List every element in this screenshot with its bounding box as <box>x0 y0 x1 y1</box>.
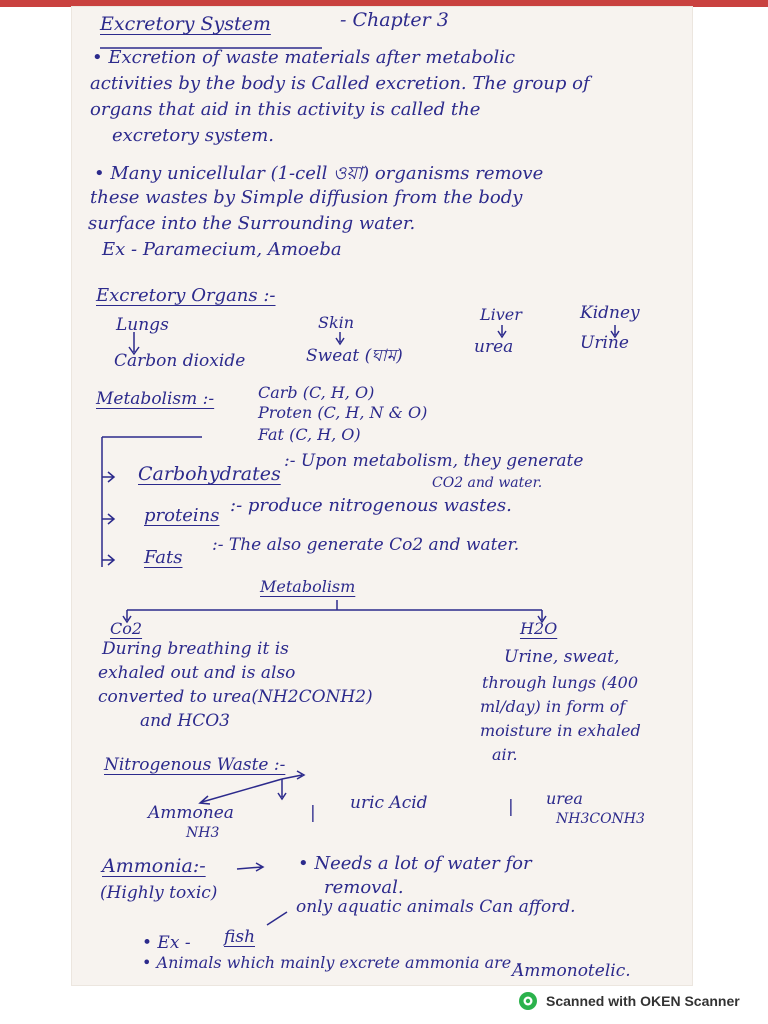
h2o-line-5: air. <box>492 745 518 764</box>
nitrogenous-uric: uric Acid <box>350 793 428 813</box>
nitrogenous-ammonia: Ammonea <box>148 803 234 823</box>
scanner-watermark <box>518 990 740 1012</box>
nitrogenous-sep-2: | <box>508 797 514 817</box>
proteins-label: proteins <box>144 505 220 526</box>
ammonia-point-1b: removal. <box>324 877 404 898</box>
ammonia-example-prefix: • Ex - <box>142 933 191 953</box>
oken-logo-icon <box>518 991 538 1011</box>
organ-skin-product: Sweat (ঘাম) <box>306 346 403 366</box>
page-title: Excretory System <box>100 13 271 35</box>
ammonia-point-2: only aquatic animals Can afford. <box>296 897 576 917</box>
ammonia-last-2: Ammonotelic. <box>512 961 631 981</box>
nitrogenous-urea: urea <box>546 789 583 808</box>
unicellular-line-2: these wastes by Simple diffusion from the body <box>90 187 523 208</box>
arrow-fat <box>102 555 114 565</box>
intro-line-3: organs that aid in this activity is called the <box>90 99 481 120</box>
co2-line-2: exhaled out and is also <box>98 663 296 683</box>
ammonia-point-1: • Needs a lot of water for <box>298 853 532 874</box>
arrow-liver <box>498 325 506 337</box>
carbohydrates-text: :- Upon metabolism, they generate <box>284 451 584 471</box>
nitrogenous-heading: Nitrogenous Waste :- <box>104 755 286 775</box>
ammonia-toxic: (Highly toxic) <box>100 883 218 903</box>
nitrogenous-ammonia-formula: NH3 <box>186 825 220 841</box>
arrow-ammonia <box>200 779 282 804</box>
intro-line-2: activities by the body is Called excretion. The group of <box>90 73 590 94</box>
metabolism-heading: Metabolism :- <box>96 389 215 409</box>
co2-line-4: and HCO3 <box>140 711 230 731</box>
fats-label: Fats <box>144 547 183 568</box>
organ-liver-product: urea <box>474 337 514 357</box>
organ-skin: Skin <box>318 313 355 332</box>
co2-line-1: During breathing it is <box>102 639 289 659</box>
organ-kidney-product: Urine <box>580 333 629 353</box>
ammonia-heading: Ammonia:- <box>102 855 206 877</box>
organ-lungs: Lungs <box>116 315 169 335</box>
nitrogenous-sep-1: | <box>310 803 316 823</box>
fats-text: :- The also generate Co2 and water. <box>212 535 520 555</box>
organs-heading: Excretory Organs :- <box>96 285 276 306</box>
organ-lungs-product: Carbon dioxide <box>114 351 246 371</box>
unicellular-line-3: surface into the Surrounding water. <box>88 213 416 234</box>
carbohydrates-text-2: CO2 and water. <box>432 475 543 491</box>
unicellular-example: Ex - Paramecium, Amoeba <box>102 239 342 260</box>
carbohydrates-label: Carbohydrates <box>138 463 281 485</box>
arrow-ammonia-needs <box>237 863 263 871</box>
metabolism-fat: Fat (C, H, O) <box>258 425 361 444</box>
co2-line-3: converted to urea(NH2CONH2) <box>98 687 373 707</box>
organ-liver: Liver <box>480 305 522 324</box>
chapter-label: - Chapter 3 <box>340 9 449 31</box>
nitrogenous-urea-formula: NH3CONH3 <box>556 811 645 827</box>
unicellular-line-1: • Many unicellular (1-cell ওয়া) organisms remove <box>94 163 544 184</box>
scanner-watermark-text: Scanned with OKEN Scanner <box>546 993 740 1009</box>
proteins-text: :- produce nitrogenous wastes. <box>230 495 512 516</box>
intro-line-1: • Excretion of waste materials after metabolic <box>92 47 516 68</box>
ammonia-example: fish <box>224 927 256 947</box>
top-edge-bar <box>0 0 768 7</box>
intro-line-4: excretory system. <box>112 125 275 146</box>
h2o-line-4: moisture in exhaled <box>480 721 641 740</box>
co2-label: Co2 <box>110 619 143 638</box>
arrow-protein <box>102 514 114 524</box>
products-heading: Metabolism <box>260 577 356 596</box>
h2o-line-1: Urine, sweat, <box>504 647 620 667</box>
arrow-uric <box>278 779 286 799</box>
notebook-page <box>72 7 692 985</box>
h2o-line-3: ml/day) in form of <box>480 697 626 716</box>
metabolism-carb: Carb (C, H, O) <box>258 383 375 402</box>
h2o-label: H2O <box>520 619 558 638</box>
h2o-line-2: through lungs (400 <box>482 673 638 692</box>
ammonia-last-1: • Animals which mainly excrete ammonia are - <box>142 953 522 972</box>
organ-kidney: Kidney <box>580 303 640 323</box>
metabolism-protein: Proten (C, H, N & O) <box>258 403 428 422</box>
arrow-carb <box>102 472 114 482</box>
